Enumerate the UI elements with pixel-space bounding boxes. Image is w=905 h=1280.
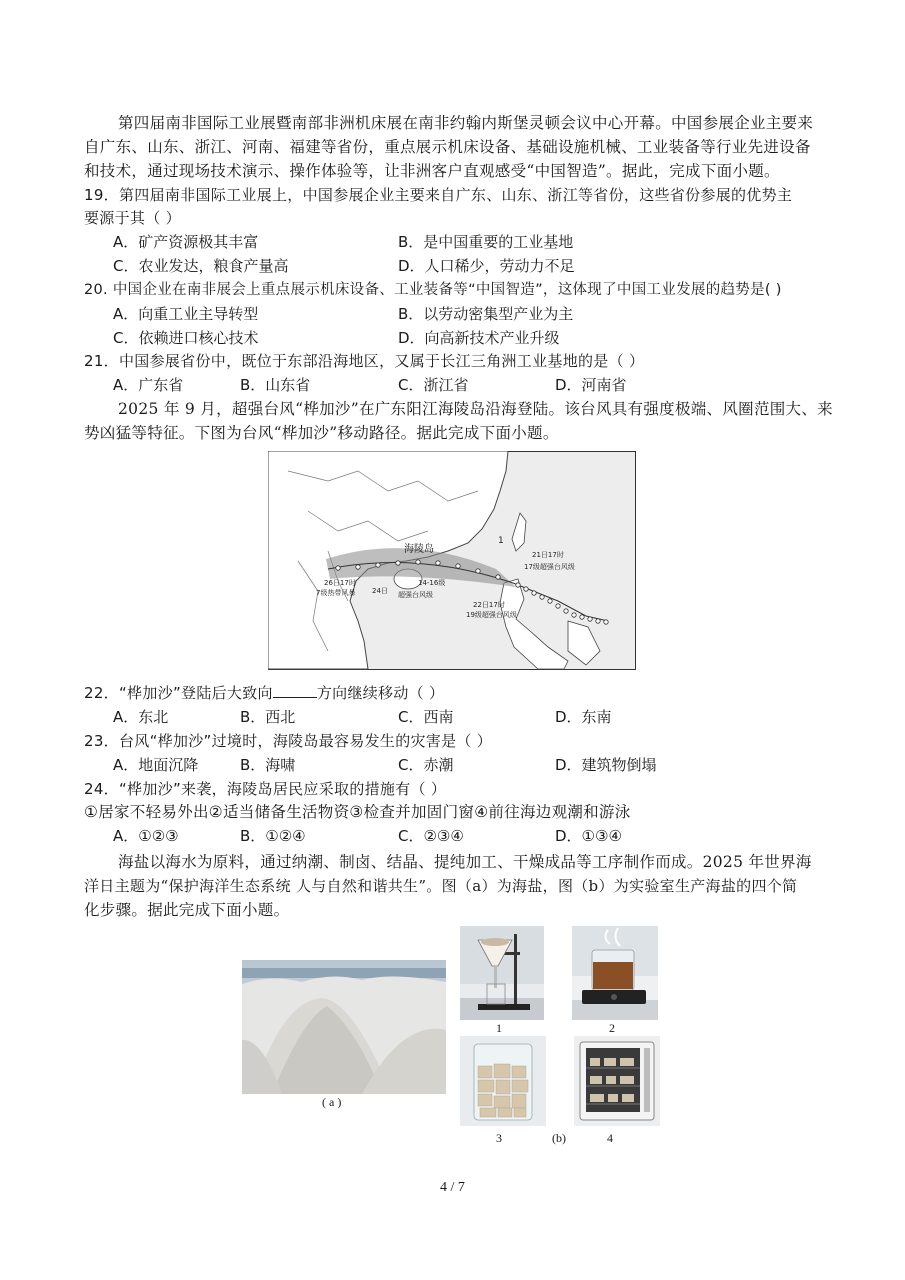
- figure-b-caption: (b): [552, 1131, 566, 1145]
- q23-option-a[interactable]: A．地面沉降: [113, 756, 199, 774]
- q24-items: ①居家不轻易外出②适当储备生活物资③检查并加固门窗④前往海边观潮和游泳: [84, 803, 631, 821]
- step3-label: 3: [496, 1131, 502, 1145]
- q19-option-d[interactable]: D．人口稀少，劳动力不足: [398, 257, 575, 275]
- q22-stem: [84, 682, 444, 704]
- map-label-island: 海陵岛: [404, 544, 434, 555]
- passage3-line2: 洋日主题为“保护海洋生态系统 人与自然和谐共生”。图（a）为海盐，图（b）为实验室生产海盐的四个简: [84, 877, 798, 895]
- q21-option-d[interactable]: D．河南省: [555, 376, 627, 394]
- q20-stem: 20. 中国企业在南非展会上重点展示机床设备、工业装备等“中国智造”，这体现了中国工业发展的趋势是( ): [84, 282, 782, 298]
- q24-stem: 24．“桦加沙”来袭，海陵岛居民应采取的措施有（ ）: [84, 780, 447, 798]
- map-label-22-level: 19级超强台风级: [466, 611, 517, 619]
- q21-option-b[interactable]: B．山东省: [240, 376, 311, 394]
- passage1-line3: 和技术，通过现场技术演示、操作体验等，让非洲客户直观感受“中国智造”。据此，完成下面小题。: [84, 162, 780, 180]
- map-label-number: 1: [498, 536, 504, 546]
- q23-option-c[interactable]: C．赤潮: [398, 756, 454, 774]
- q23-option-d[interactable]: D．建筑物倒塌: [555, 756, 657, 774]
- q22-option-b[interactable]: B．西北: [240, 708, 296, 726]
- step4-oven-photo: [574, 1036, 660, 1126]
- q20-option-c[interactable]: C．依赖进口核心技术: [113, 329, 259, 347]
- q24-option-a[interactable]: A．①②③: [113, 827, 179, 845]
- sea-salt-photo: [242, 960, 446, 1094]
- passage3-line1: 海盐以海水为原料，通过纳潮、制卤、结晶、提纯加工、干燥成品等工序制作而成。2025 年世界海: [118, 853, 812, 871]
- passage3-line3: 化步骤。据此完成下面小题。: [84, 901, 290, 919]
- step2-label: 2: [609, 1021, 615, 1035]
- q24-option-c[interactable]: C．②③④: [398, 827, 464, 845]
- typhoon-track-map: [268, 451, 636, 670]
- q21-option-c[interactable]: C．浙江省: [398, 376, 469, 394]
- q24-option-b[interactable]: B．①②④: [240, 827, 306, 845]
- map-label-24-level: 14-16级: [418, 579, 446, 587]
- passage2-line1: 2025 年 9 月，超强台风“桦加沙”在广东阳江海陵岛沿海登陆。该台风具有强度极端、风圈范围大、来: [118, 400, 833, 418]
- figure-a-caption: ( a ): [322, 1095, 342, 1109]
- q19-option-c[interactable]: C．农业发达，粮食产量高: [113, 257, 289, 275]
- q20-option-b[interactable]: B．以劳动密集型产业为主: [398, 305, 574, 323]
- q20-option-d[interactable]: D．向高新技术产业升级: [398, 329, 560, 347]
- q21-option-a[interactable]: A．广东省: [113, 376, 184, 394]
- q22-option-a[interactable]: A．东北: [113, 708, 169, 726]
- q23-stem: 23．台风“桦加沙”过境时，海陵岛最容易发生的灾害是（ ）: [84, 732, 493, 750]
- step1-label: 1: [496, 1021, 502, 1035]
- map-label-21-level: 17级超强台风级: [524, 563, 575, 571]
- q22-option-d[interactable]: D．东南: [555, 708, 612, 726]
- q20-option-a[interactable]: A．向重工业主导转型: [113, 305, 259, 323]
- map-label-24-time: 24日: [372, 587, 388, 595]
- step4-label: 4: [607, 1131, 613, 1145]
- q24-option-d[interactable]: D．①③④: [555, 827, 622, 845]
- q22-stem-post: 方向继续移动（ ）: [316, 684, 445, 702]
- q19-option-b[interactable]: B．是中国重要的工业基地: [398, 233, 574, 251]
- passage1-line1: 第四届南非国际工业展暨南部非洲机床展在南非约翰内斯堡灵顿会议中心开幕。中国参展企业主要来: [118, 114, 814, 132]
- q23-option-b[interactable]: B．海啸: [240, 756, 296, 774]
- map-label-26-time: 26日17时: [324, 579, 356, 587]
- step1-filter-photo: [460, 926, 544, 1020]
- map-label-26-level: 7级热带风暴: [316, 589, 356, 597]
- q21-stem: 21．中国参展省份中，既位于东部沿海地区，又属于长江三角洲工业基地的是（ ）: [84, 352, 645, 370]
- q19-stem-line1: 19．第四届南非国际工业展上，中国参展企业主要来自广东、山东、浙江等省份，这些省份参展的优势主: [84, 186, 793, 204]
- passage2-line2: 势凶猛等特征。下图为台风“桦加沙”移动路径。据此完成下面小题。: [84, 424, 559, 442]
- map-label-21-time: 21日17时: [532, 551, 564, 559]
- step3-crystals-photo: [460, 1036, 546, 1126]
- q19-stem-line2: 要源于其（ ）: [84, 209, 181, 227]
- map-label-22-time: 22日17时: [473, 601, 505, 609]
- passage1-line2: 自广东、山东、浙江、河南、福建等省份，重点展示机床设备、基础设施机械、工业装备等行业先进设备: [84, 138, 811, 156]
- q22-stem-pre: 22．“桦加沙”登陆后大致向: [84, 684, 273, 702]
- step2-heating-photo: [572, 926, 658, 1020]
- q19-option-a[interactable]: A．矿产资源极其丰富: [113, 233, 259, 251]
- page-number: 4 / 7: [440, 1180, 465, 1195]
- map-label-24-level2: 超强台风级: [398, 591, 433, 599]
- q22-blank: [273, 683, 317, 698]
- q22-option-c[interactable]: C．西南: [398, 708, 454, 726]
